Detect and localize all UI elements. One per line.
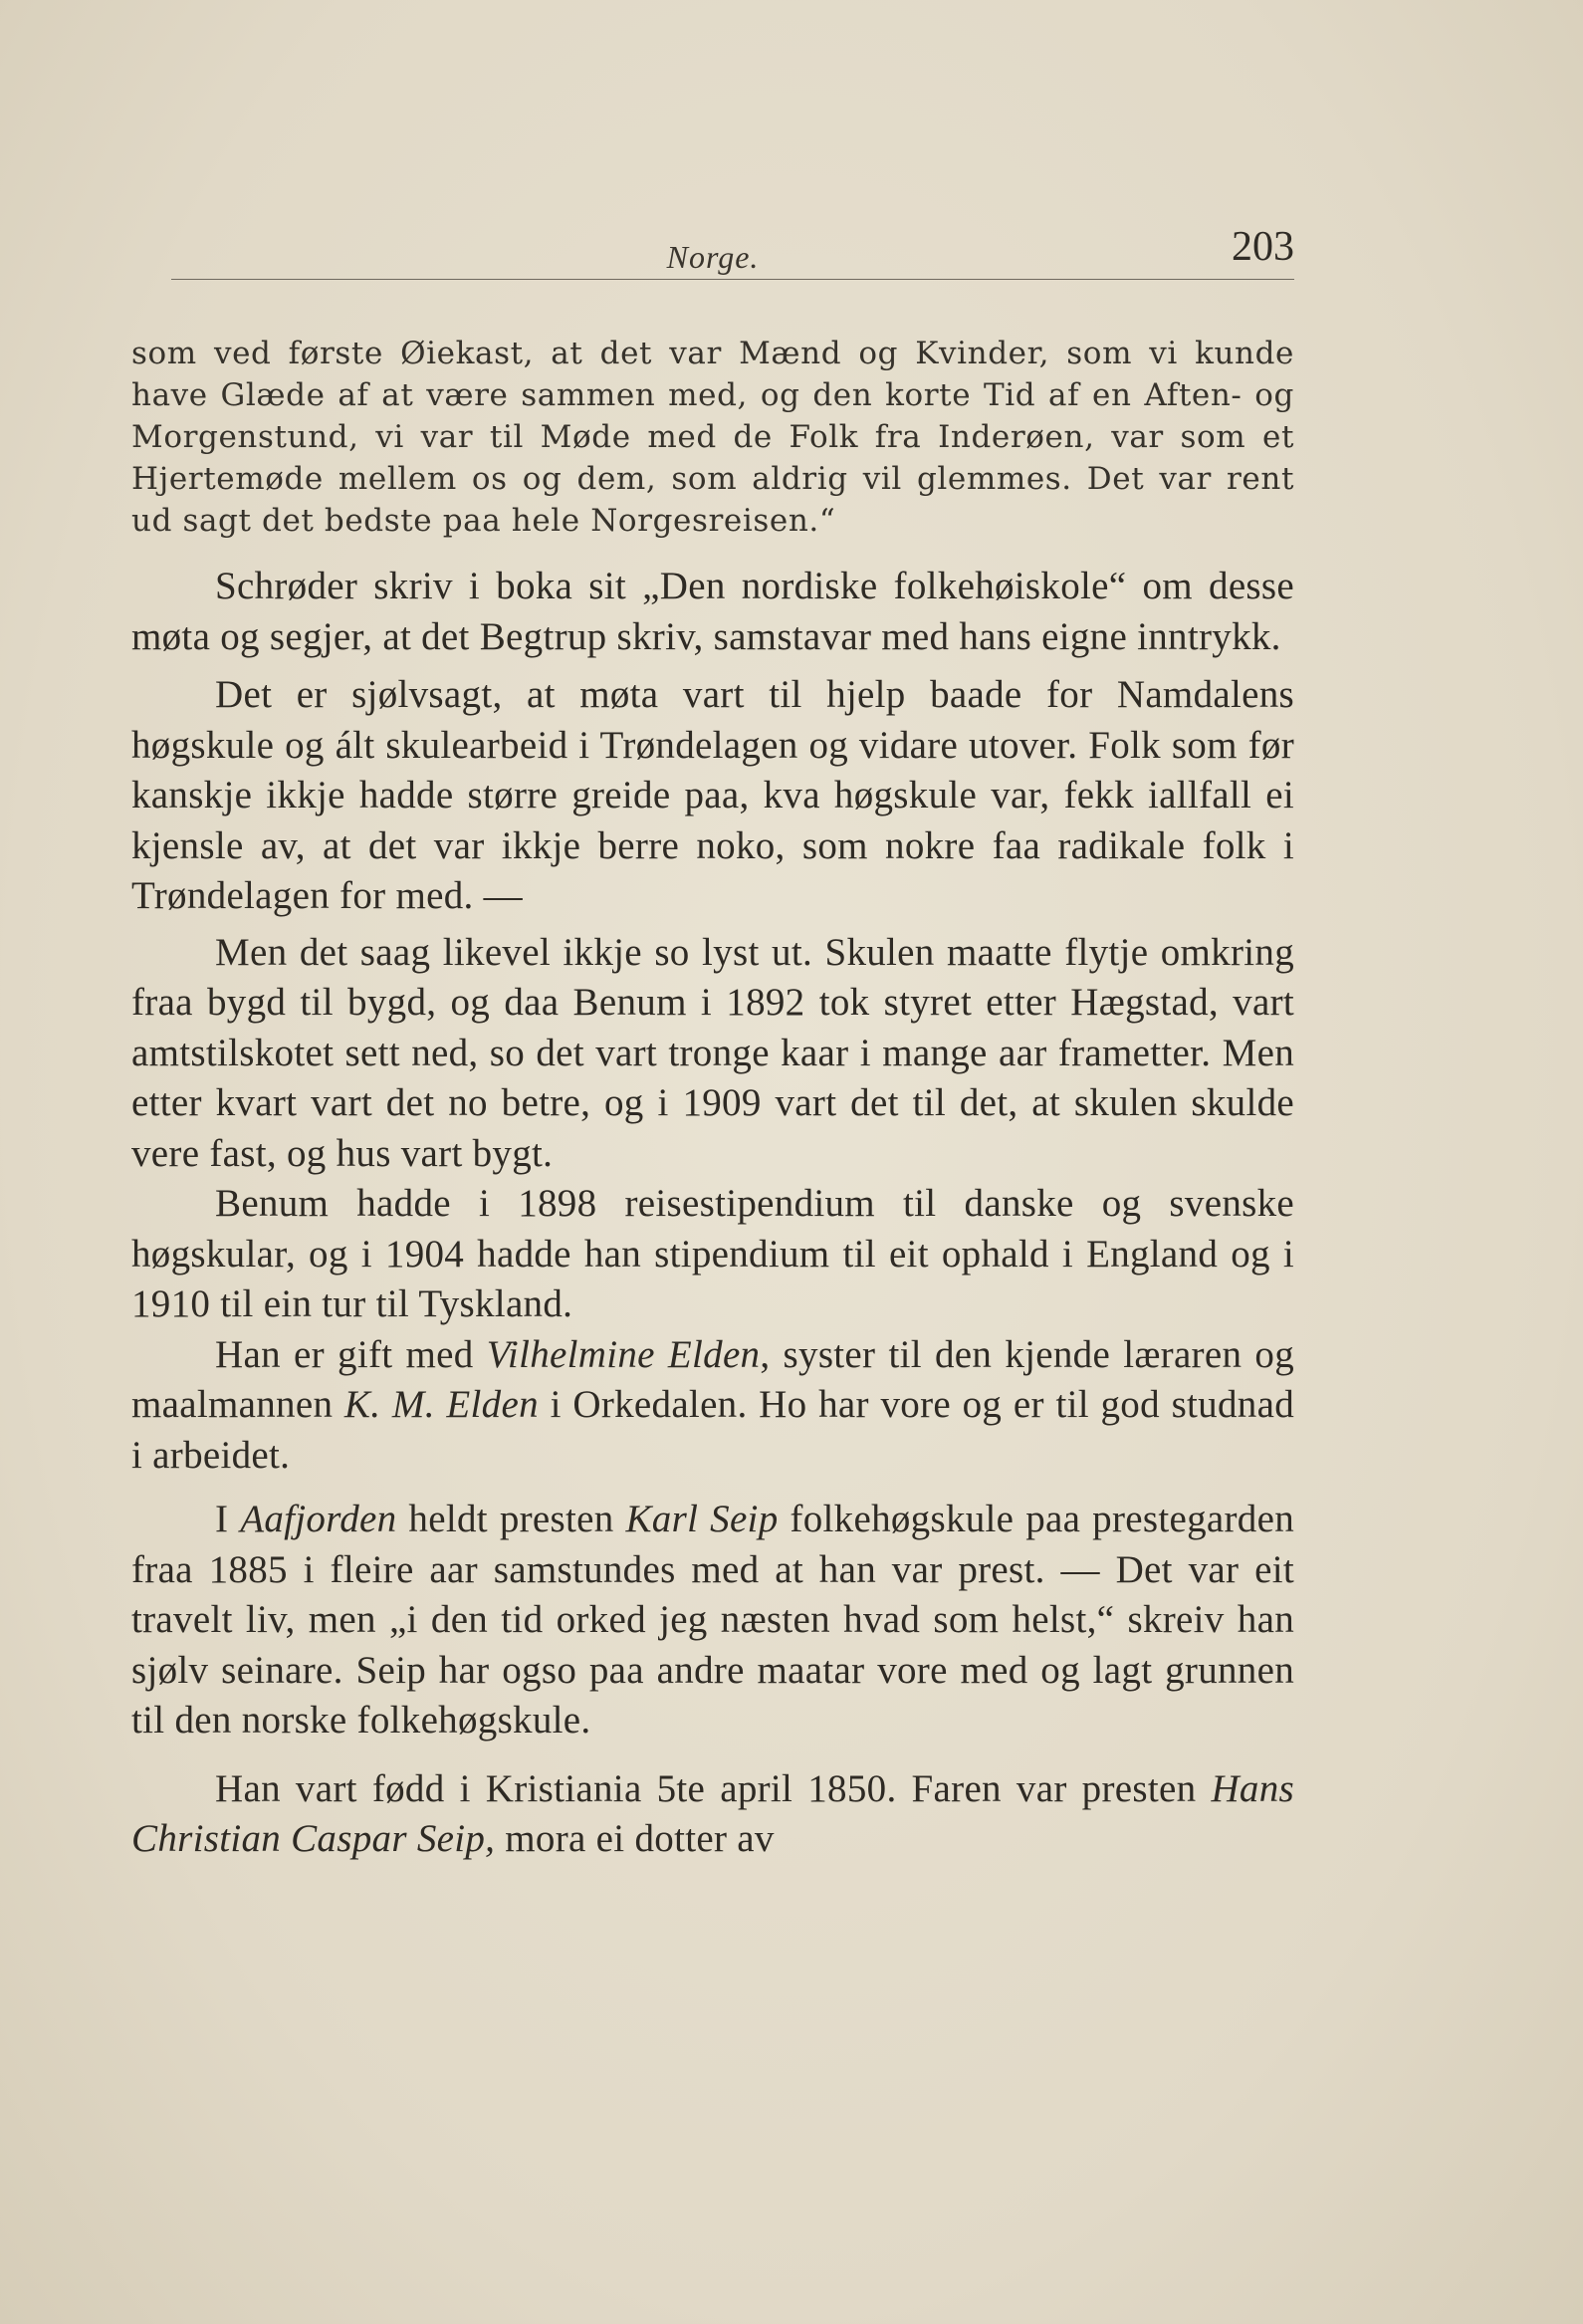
paragraph-aafjorden: I Aafjorden heldt presten Karl Seip folkehøgskule paa prestegarden fraa 1885 i fleire aar samstundes med at han var prest. — Det var eit travelt liv, men „i den tid orked jeg næsten hvad som helst,“ skreiv han sjølv seinare. Seip har ogso paa andre maatar vore med og lagt grunnen til den norske folkehøgskule. — [131, 1498, 1295, 1742]
name-hans-christian-caspar-seip: Hans Christian Caspar Seip, — [131, 1766, 1294, 1860]
paragraph-moeta: Det er sjølvsagt, at møta vart til hjelp baade for Namdalens høgskule og ált skulearbeid i Trøndelagen og vidare utover. Folk som før kanskje ikkje hadde større greide paa, kva høgskule var, fekk iallfall ei kjensle av, at det var ikkje berre noko, som nokre faa radikale folk i Trøndelagen for med. — — [131, 673, 1294, 917]
body-text — [131, 333, 1294, 1865]
name-vilhelmine-elden: Vilhelmine Elden — [486, 1332, 761, 1376]
paragraph-schroder: Schrøder skriv i boka sit „Den nordiske folkehøiskole“ om desse møta og segjer, at det Begtrup skriv, samstavar med hans eigne inntrykk. — [131, 565, 1294, 658]
paragraph-skulen: Men det saag likevel ikkje so lyst ut. Skulen maatte flytje omkring fraa bygd til bygd, og daa Benum i 1892 tok styret etter Hægstad, vart amtstilskotet sett ned, so det vart tronge kaar i mange aar frametter. Men etter kvart vart det no betre, og i 1909 vart det til det, at skulen skulde vere fast, og hus vart bygt. — [131, 930, 1294, 1175]
paragraph-gift: Han er gift med Vilhelmine Elden, syster til den kjende læraren og maalmannen K. M. Elden i Orkedalen. Ho har vore og er til god studnad i arbeidet. — [131, 1332, 1294, 1477]
running-head — [131, 221, 1294, 281]
paragraph-quote-end: som ved første Øiekast, at det var Mænd og Kvinder, som vi kunde have Glæde af at være sammen med, og den korte Tid af en Aften- og Morgenstund, vi var til Møde med de Folk fra Inderøen, var som et Hjertemøde mellem os og dem, som aldrig vil glemmes. Det var rent ud sagt det bedste paa hele Norgesreisen.“ — [131, 336, 1294, 539]
name-k-m-elden: K. M. Elden — [343, 1383, 539, 1426]
page-number: 203 — [1232, 224, 1294, 270]
paragraph-fodd: Han vart fødd i Kristiania 5te april 1850. Faren var presten Hans Christian Caspar Seip, mora ei dotter av — [131, 1766, 1294, 1860]
header-rule — [171, 279, 1294, 280]
name-karl-seip: Karl Seip — [625, 1498, 779, 1540]
running-title: Norge. — [666, 239, 760, 275]
paragraph-benum-stipend: Benum hadde i 1898 reisestipendium til danske og svenske høgskular, og i 1904 hadde han stipendium til eit ophald i England og i 1910 til ein tur til Tyskland. — [131, 1182, 1294, 1325]
place-aafjorden: Aafjorden — [240, 1498, 397, 1540]
